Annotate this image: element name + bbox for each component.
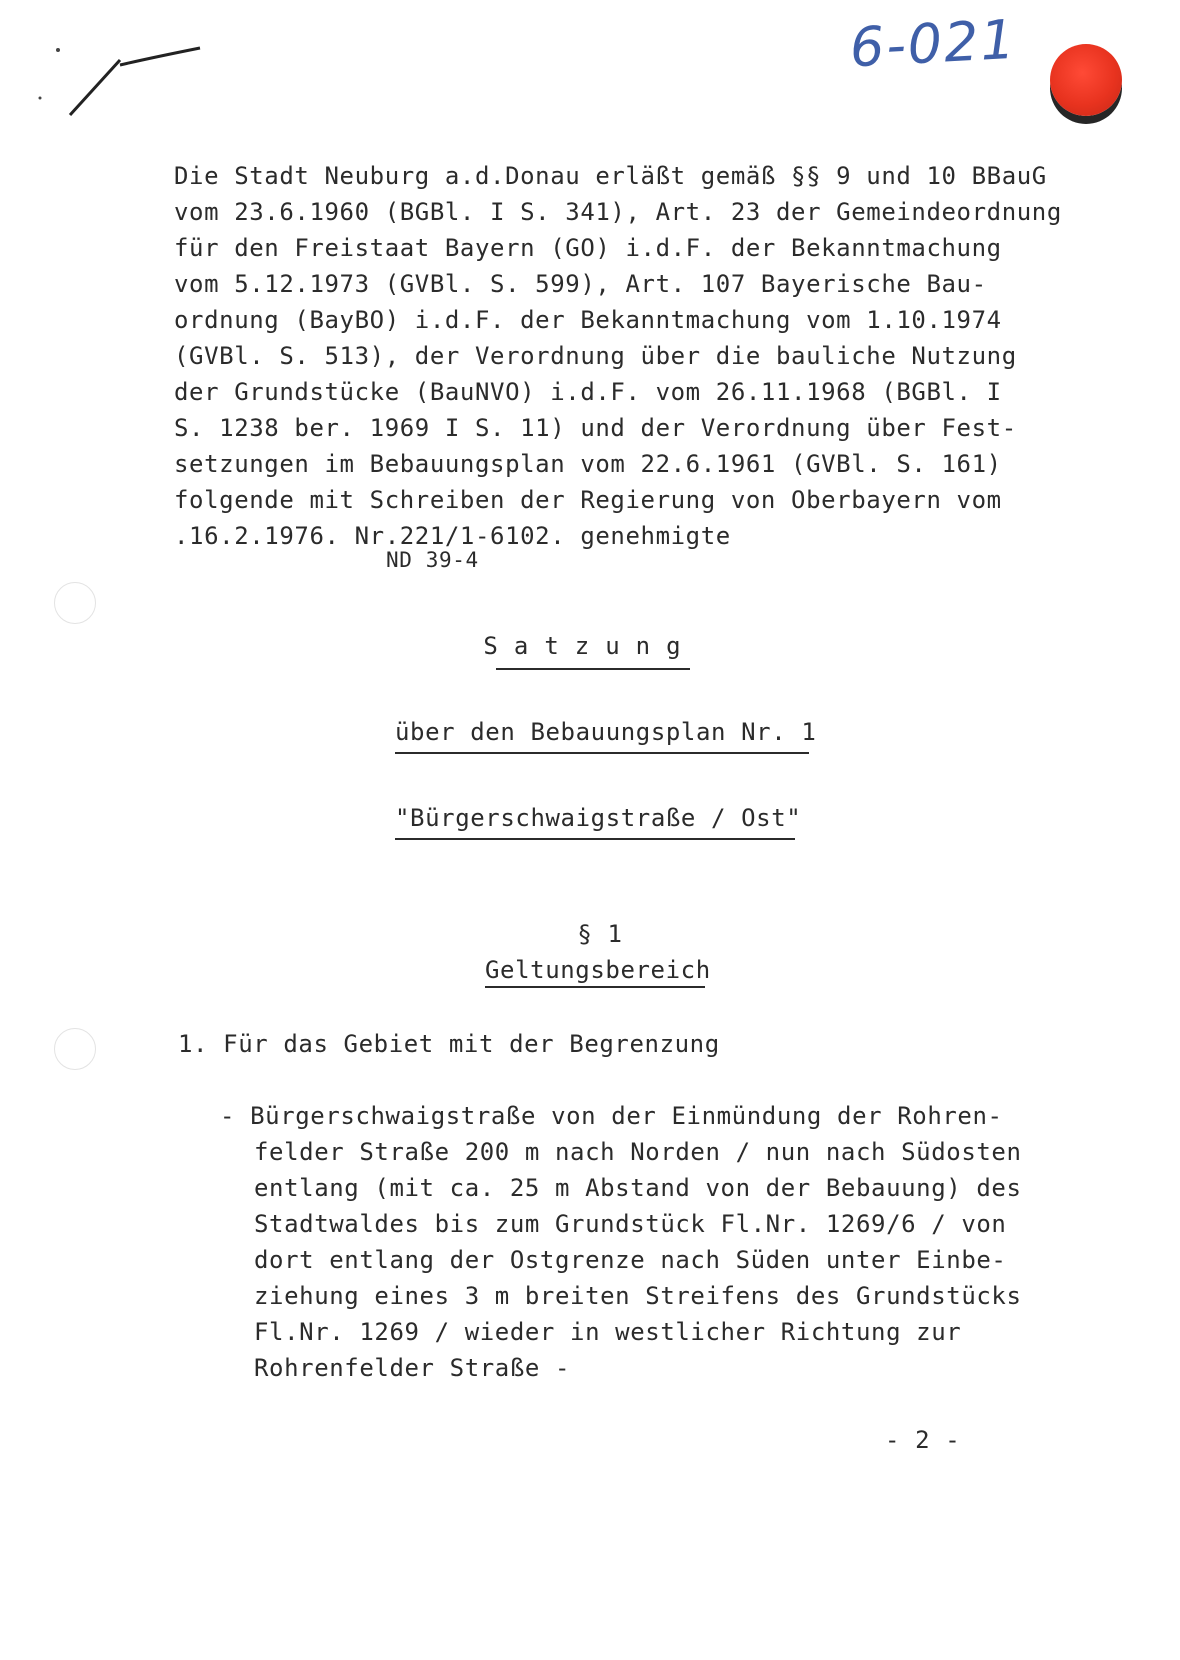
boundary-line: felder Straße 200 m nach Norden / nun nach Südosten <box>254 1138 1022 1166</box>
section-heading-underline <box>485 986 705 988</box>
boundary-line: - Bürgerschwaigstraße von der Einmündung der Rohren- <box>220 1102 1003 1130</box>
boundary-line: entlang (mit ca. 25 m Abstand von der Bebauung) des <box>254 1174 1022 1202</box>
intro-line: (GVBl. S. 513), der Verordnung über die bauliche Nutzung <box>174 342 1017 370</box>
plan-name-underline <box>395 838 795 840</box>
section-heading: Geltungsbereich <box>485 956 711 984</box>
intro-line: setzungen im Bebauungsplan vom 22.6.1961 (GVBl. S. 161) <box>174 450 1002 478</box>
boundary-line: Rohrenfelder Straße - <box>254 1354 571 1382</box>
boundary-line: Fl.Nr. 1269 / wieder in westlicher Richtung zur <box>254 1318 962 1346</box>
boundary-line: dort entlang der Ostgrenze nach Süden unter Einbe- <box>254 1246 1007 1274</box>
section-number: § 1 <box>577 920 623 948</box>
intro-line: vom 5.12.1973 (GVBl. S. 599), Art. 107 Bayerische Bau- <box>174 270 987 298</box>
document-subtitle: über den Bebauungsplan Nr. 1 <box>395 718 817 746</box>
item-1: 1. Für das Gebiet mit der Begrenzung <box>178 1030 720 1058</box>
intro-line: der Grundstücke (BauNVO) i.d.F. vom 26.11.1968 (BGBl. I <box>174 378 1002 406</box>
intro-line: S. 1238 ber. 1969 I S. 11) und der Verordnung über Fest- <box>174 414 1017 442</box>
document-title: Satzung <box>483 632 697 660</box>
boundary-line: ziehung eines 3 m breiten Streifens des Grundstücks <box>254 1282 1022 1310</box>
intro-line: ordnung (BayBO) i.d.F. der Bekanntmachung vom 1.10.1974 <box>174 306 1002 334</box>
punch-hole <box>54 1028 96 1070</box>
boundary-line: Stadtwaldes bis zum Grundstück Fl.Nr. 1269/6 / von <box>254 1210 1007 1238</box>
plan-name: "Bürgerschwaigstraße / Ost" <box>395 804 802 832</box>
handwritten-number: 6-021 <box>848 7 1019 80</box>
punch-hole <box>54 582 96 624</box>
title-underline <box>496 668 690 670</box>
intro-line: für den Freistaat Bayern (GO) i.d.F. der Bekanntmachung <box>174 234 1002 262</box>
subtitle-underline <box>395 752 809 754</box>
handwritten-mark <box>30 40 210 130</box>
intro-line: vom 23.6.1960 (BGBl. I S. 341), Art. 23 der Gemeindeordnung <box>174 198 1062 226</box>
intro-line: .16.2.1976. Nr.221/1-6102. genehmigte <box>174 522 731 550</box>
page-number: - 2 - <box>885 1426 961 1454</box>
intro-line: Die Stadt Neuburg a.d.Donau erläßt gemäß §§ 9 und 10 BBauG <box>174 162 1047 190</box>
intro-line: folgende mit Schreiben der Regierung von Oberbayern vom <box>174 486 1002 514</box>
red-marker-dot <box>1050 44 1122 116</box>
approval-reference: ND 39-4 <box>386 548 479 572</box>
